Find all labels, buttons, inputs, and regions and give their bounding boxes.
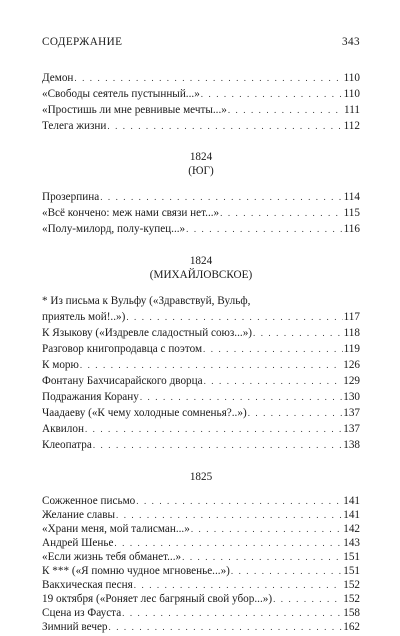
toc-entry-page: 126 xyxy=(343,359,360,371)
toc-entry-title: «Полу-милорд, полу-купец...» xyxy=(42,223,186,235)
leader-dots xyxy=(228,102,343,118)
leader-dots xyxy=(191,522,342,536)
leader-dots xyxy=(134,578,342,592)
toc-entry-page: 116 xyxy=(343,223,360,235)
toc-entry xyxy=(42,522,360,536)
leader-dots xyxy=(122,606,342,620)
toc-entry-title: Подражания Корану xyxy=(42,391,139,403)
toc-entry-title: Сцена из Фауста xyxy=(42,607,122,619)
toc-entry-title: Клеопатра xyxy=(42,439,92,451)
page-number: 343 xyxy=(342,36,360,48)
toc-entry-page: 114 xyxy=(343,191,360,203)
toc-entry-page: 142 xyxy=(343,523,360,535)
leader-dots xyxy=(100,189,342,205)
leader-dots xyxy=(186,221,342,237)
toc-entry-title-line1: * Из письма к Вульфу («Здравствуй, Вульф, xyxy=(42,295,251,307)
toc-entry-page: 141 xyxy=(343,509,360,521)
toc-entry-page: 117 xyxy=(343,311,360,323)
toc-entry xyxy=(42,494,360,508)
toc-entry xyxy=(42,564,360,578)
toc-entry-page: 112 xyxy=(343,120,360,132)
toc-entry-title: Вакхическая песня xyxy=(42,579,133,591)
toc-entry-page: 158 xyxy=(343,607,360,619)
leader-dots xyxy=(273,592,342,606)
leader-dots xyxy=(201,86,343,102)
toc-entry-page: 152 xyxy=(343,579,360,591)
toc-entry-page: 143 xyxy=(343,537,360,549)
leader-dots xyxy=(253,325,343,341)
toc-entry xyxy=(42,118,360,134)
toc-entry xyxy=(42,70,360,86)
toc-entry-page: 151 xyxy=(343,565,360,577)
toc-entry xyxy=(42,357,360,373)
leader-dots xyxy=(204,373,343,389)
toc-entry-title: «Свободы сеятель пустынный...» xyxy=(42,88,200,100)
toc-entry-title: «Храни меня, мой талисман...» xyxy=(42,523,190,535)
leader-dots xyxy=(203,341,343,357)
toc-entry-title-line2: приятель мой!..») xyxy=(42,311,126,323)
toc-entry-page: 162 xyxy=(343,621,360,633)
leader-dots xyxy=(107,118,342,134)
toc-entry xyxy=(42,437,360,453)
toc-entry xyxy=(42,578,360,592)
leader-dots xyxy=(140,389,342,405)
leader-dots xyxy=(109,620,343,634)
toc-entry xyxy=(42,373,360,389)
toc-entry-title: Андрей Шенье xyxy=(42,537,114,549)
leader-dots xyxy=(126,309,342,325)
toc-entry xyxy=(42,205,360,221)
toc-entry-title: К Языкову («Издревле сладостный союз...») xyxy=(42,327,253,339)
toc-entry xyxy=(42,86,360,102)
leader-dots xyxy=(85,421,342,437)
leader-dots xyxy=(93,437,342,453)
section-year: 1824 xyxy=(189,255,213,267)
toc-entry-page: 115 xyxy=(343,207,360,219)
toc-entry xyxy=(42,421,360,437)
leader-dots xyxy=(248,405,343,421)
toc-entry xyxy=(42,606,360,620)
toc-entry xyxy=(42,620,360,634)
toc-entry-title: «Простишь ли мне ревнивые мечты...» xyxy=(42,104,227,116)
toc-entry-page: 151 xyxy=(343,551,360,563)
toc-entry-page: 141 xyxy=(343,495,360,507)
leader-dots xyxy=(74,70,342,86)
leader-dots xyxy=(116,508,342,522)
leader-dots xyxy=(80,357,342,373)
toc-entry-title: Зимний вечер xyxy=(42,621,108,633)
toc-entry xyxy=(42,293,360,325)
toc-entry xyxy=(42,592,360,606)
toc-entry-title: Аквилон xyxy=(42,423,84,435)
toc-entry xyxy=(42,341,360,357)
leader-dots xyxy=(231,564,342,578)
toc-entry xyxy=(42,389,360,405)
toc-entry-page: 118 xyxy=(343,327,360,339)
toc-entry-title: Прозерпина xyxy=(42,191,100,203)
toc-entry-title: К морю xyxy=(42,359,79,371)
toc-entry-title: Телега жизни xyxy=(42,120,107,132)
running-header-title: СОДЕРЖАНИЕ xyxy=(42,36,123,48)
toc-entry-page: 137 xyxy=(343,423,360,435)
leader-dots xyxy=(182,550,342,564)
toc-entry-title: «Всё кончено: меж нами связи нет...» xyxy=(42,207,220,219)
running-header xyxy=(42,36,360,48)
toc-entry-page: 138 xyxy=(343,439,360,451)
leader-dots xyxy=(220,205,342,221)
section-place: (МИХАЙЛОВСКОЕ) xyxy=(149,269,253,281)
toc-entry xyxy=(42,325,360,341)
section-year: 1825 xyxy=(189,471,213,483)
toc-entry-title: Сожженное письмо xyxy=(42,495,136,507)
toc-entry xyxy=(42,102,360,118)
toc-entry-page: 130 xyxy=(343,391,360,403)
toc-entry-title: К *** («Я помню чудное мгновенье...») xyxy=(42,565,230,577)
section-year: 1824 xyxy=(189,151,213,163)
toc-entry xyxy=(42,536,360,550)
toc-entry xyxy=(42,405,360,421)
toc-entry-title: «Если жизнь тебя обманет...» xyxy=(42,551,182,563)
leader-dots xyxy=(136,494,342,508)
toc-entry-page: 111 xyxy=(344,104,360,116)
section-place: (ЮГ) xyxy=(188,165,214,177)
toc-entry-title: Желание славы xyxy=(42,509,116,521)
toc-entry-page: 119 xyxy=(343,343,360,355)
toc-entry xyxy=(42,550,360,564)
leader-dots xyxy=(114,536,342,550)
toc-entry xyxy=(42,221,360,237)
toc-entry-title: Фонтану Бахчисарайского дворца xyxy=(42,375,203,387)
toc-entry-title: 19 октября («Роняет лес багряный свой убор...») xyxy=(42,593,273,605)
toc-entry xyxy=(42,189,360,205)
toc-entry-title: Чаадаеву («К чему холодные сомненья?..») xyxy=(42,407,247,419)
toc-entry-page: 129 xyxy=(343,375,360,387)
toc-entry xyxy=(42,508,360,522)
toc-entry-page: 110 xyxy=(343,72,360,84)
toc-entry-page: 110 xyxy=(343,88,360,100)
toc-entry-title: Разговор книгопродавца с поэтом xyxy=(42,343,203,355)
toc-entry-page: 137 xyxy=(343,407,360,419)
toc-entry-page: 152 xyxy=(343,593,360,605)
toc-entry-title: Демон xyxy=(42,72,74,84)
